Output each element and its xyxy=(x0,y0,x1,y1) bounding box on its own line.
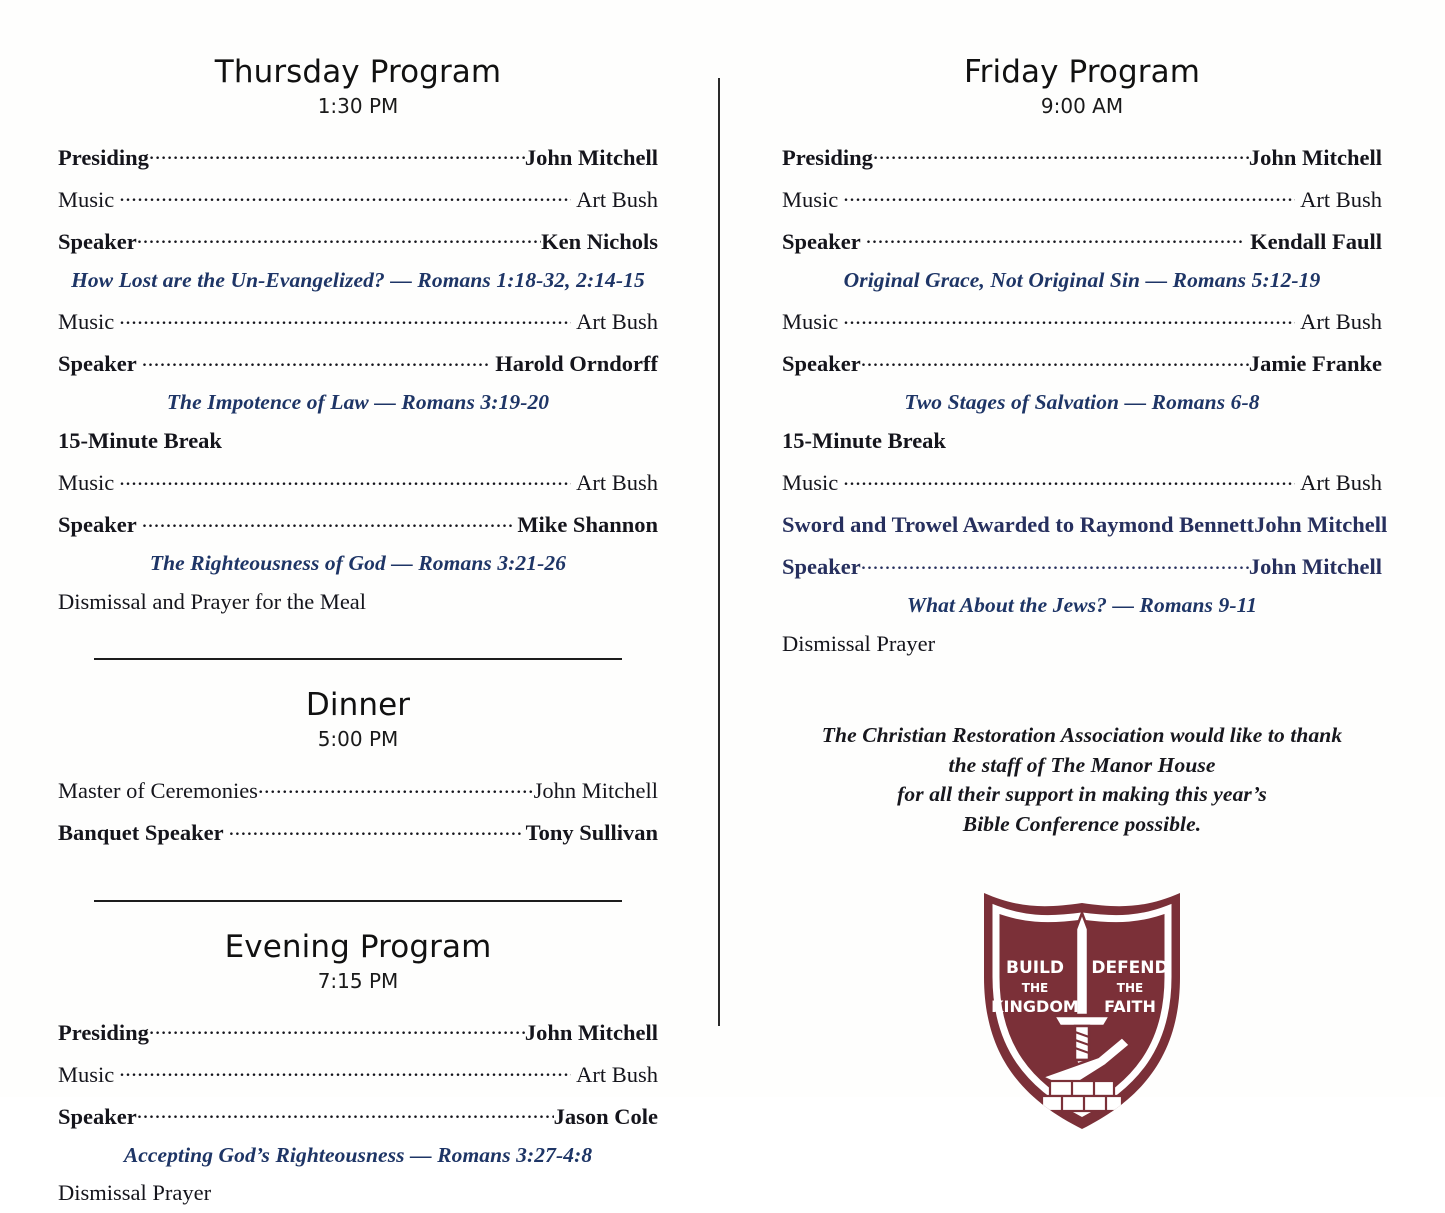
program-row-value: Mike Shannon xyxy=(517,512,658,538)
program-row xyxy=(58,1010,658,1052)
program-row-label: Presiding xyxy=(58,144,149,170)
program-row-label: Speaker xyxy=(58,351,137,377)
program-row-value: Tony Sullivan xyxy=(525,820,658,846)
logo-defend-text: DEFEND xyxy=(1091,958,1169,979)
program-note: 15-Minute Break xyxy=(782,427,946,453)
dot-leader xyxy=(229,818,521,841)
program-row-value: John Mitchell xyxy=(524,1019,658,1045)
program-row xyxy=(782,341,1382,383)
program-row-label: Music xyxy=(782,470,839,496)
dot-leader xyxy=(843,184,1295,207)
program-row xyxy=(782,299,1382,341)
sermon-topic: The Impotence of Law — Romans 3:19-20 xyxy=(166,390,550,415)
program-row-label: Speaker xyxy=(58,1103,137,1129)
program-row-value: John Mitchell xyxy=(1254,512,1388,538)
sermon-topic: What About the Jews? — Romans 9-11 xyxy=(906,593,1258,618)
sermon-topic: Accepting God’s Righteousness — Romans 3:27-4:8 xyxy=(123,1142,593,1167)
program-row-value: Harold Orndorff xyxy=(495,351,658,377)
sermon-topic: Two Stages of Salvation — Romans 6-8 xyxy=(904,390,1260,415)
section-time: 5:00 PM xyxy=(317,727,399,752)
dot-leader xyxy=(119,184,571,207)
program-row xyxy=(58,219,658,261)
dot-leader xyxy=(142,510,513,533)
program-row xyxy=(58,460,658,502)
section-time: 9:00 AM xyxy=(1040,93,1124,118)
dot-leader xyxy=(137,1101,554,1124)
section-divider-rule xyxy=(94,658,622,660)
section-time: 1:30 PM xyxy=(317,93,399,118)
program-row-value: John Mitchell xyxy=(533,778,658,804)
program-row xyxy=(58,341,658,383)
section-heading: Thursday Program xyxy=(214,54,502,90)
section-rows xyxy=(58,768,658,852)
dot-leader xyxy=(119,1059,571,1082)
dot-leader xyxy=(873,142,1249,165)
program-row-value: Art Bush xyxy=(576,309,658,335)
logo-build-text: BUILD xyxy=(1005,958,1065,979)
program-note: Dismissal and Prayer for the Meal xyxy=(58,588,367,614)
left-column xyxy=(58,0,658,1213)
program-row-label: Music xyxy=(782,309,839,335)
program-row-label: Music xyxy=(58,470,115,496)
section-evening xyxy=(58,930,658,1213)
program-row xyxy=(782,502,1388,544)
thank-you-line: Bible Conference possible. xyxy=(962,811,1202,836)
program-row-value: Kendall Faull xyxy=(1250,228,1382,254)
program-row-value: Art Bush xyxy=(1300,186,1382,212)
thank-you-note xyxy=(782,721,1382,839)
dot-leader xyxy=(149,142,525,165)
logo-faith-text: FAITH xyxy=(1104,997,1156,1017)
section-dinner xyxy=(58,688,658,852)
program-row-value: Art Bush xyxy=(1300,309,1382,335)
program-row-value: Art Bush xyxy=(576,1061,658,1087)
dot-leader xyxy=(843,468,1295,491)
section-rows xyxy=(58,1010,658,1213)
section-heading: Dinner xyxy=(305,687,411,724)
section-rows xyxy=(58,135,658,622)
program-note: Dismissal Prayer xyxy=(782,630,936,656)
program-row-value: John Mitchell xyxy=(524,144,658,170)
logo-the-text-left: THE xyxy=(1021,981,1049,996)
sword-crossguard xyxy=(1054,1016,1110,1026)
program-row xyxy=(58,768,658,810)
bricks xyxy=(1042,1081,1122,1111)
dot-leader xyxy=(119,307,571,330)
dot-leader xyxy=(861,349,1249,372)
dot-leader xyxy=(142,349,491,372)
logo-container xyxy=(782,885,1382,1135)
dot-leader xyxy=(861,552,1249,575)
thank-you-line: The Christian Restoration Association would like to thank xyxy=(821,723,1343,748)
program-row xyxy=(782,135,1382,177)
program-row xyxy=(58,177,658,219)
dot-leader xyxy=(843,307,1295,330)
program-row-label: Presiding xyxy=(58,1019,149,1045)
section-rows xyxy=(782,135,1388,664)
program-row-value: Art Bush xyxy=(576,186,658,212)
section-heading: Evening Program xyxy=(224,929,492,966)
dot-leader xyxy=(149,1017,525,1040)
program-row-label: Speaker xyxy=(58,228,137,254)
program-row-label: Sword and Trowel Awarded to Raymond Bennett xyxy=(782,512,1255,538)
program-row xyxy=(58,502,658,544)
program-row-label: Music xyxy=(58,186,115,212)
program-row-value: John Mitchell xyxy=(1248,554,1382,580)
program-row-label: Banquet Speaker xyxy=(58,820,224,846)
program-row xyxy=(58,135,658,177)
christian-restoration-association-shield xyxy=(972,885,1192,1135)
program-row-label: Speaker xyxy=(782,554,861,580)
column-divider xyxy=(718,78,720,1026)
thank-you-line: the staff of The Manor House xyxy=(948,752,1216,777)
logo-the-text-right: THE xyxy=(1116,981,1144,996)
program-row-value: Jason Cole xyxy=(553,1103,658,1129)
section-heading: Friday Program xyxy=(963,54,1200,90)
program-row xyxy=(782,177,1382,219)
program-note: 15-Minute Break xyxy=(58,427,222,453)
dot-leader xyxy=(258,776,534,799)
program-note: Dismissal Prayer xyxy=(58,1180,212,1206)
sermon-topic: Original Grace, Not Original Sin — Romans 5:12-19 xyxy=(843,267,1321,292)
dot-leader xyxy=(866,226,1245,249)
sermon-topic: How Lost are the Un-Evangelized? — Romans 1:18-32, 2:14-15 xyxy=(71,267,645,292)
section-thursday xyxy=(58,55,658,621)
program-row xyxy=(782,219,1382,261)
thank-you-line: for all their support in making this year’s xyxy=(897,782,1267,807)
program-row-label: Presiding xyxy=(782,144,873,170)
logo-kingdom-text: KINGDOM xyxy=(991,997,1079,1017)
program-row-label: Music xyxy=(58,1061,115,1087)
program-row-label: Music xyxy=(58,309,115,335)
program-row-value: Art Bush xyxy=(1300,470,1382,496)
section-friday xyxy=(782,54,1388,663)
right-column xyxy=(782,0,1388,1135)
program-row xyxy=(782,544,1382,586)
program-row-value: Art Bush xyxy=(576,470,658,496)
section-time: 7:15 PM xyxy=(317,968,399,993)
program-row-value: John Mitchell xyxy=(1248,144,1382,170)
program-row xyxy=(58,1094,658,1136)
program-row xyxy=(782,460,1382,502)
program-row-label: Master of Ceremonies xyxy=(58,778,258,804)
sermon-topic: The Righteousness of God — Romans 3:21-26 xyxy=(149,551,567,576)
program-row xyxy=(58,299,658,341)
program-row-label: Speaker xyxy=(782,351,861,377)
dot-leader xyxy=(119,468,571,491)
section-divider-rule xyxy=(94,900,622,902)
program-row-label: Speaker xyxy=(782,228,861,254)
dot-leader xyxy=(137,226,541,249)
program-row-value: Ken Nichols xyxy=(541,228,658,254)
program-row-label: Speaker xyxy=(58,512,137,538)
program-row-label: Music xyxy=(782,186,839,212)
program-row xyxy=(58,1052,658,1094)
program-row-value: Jamie Franke xyxy=(1248,351,1382,377)
program-row xyxy=(58,810,658,852)
